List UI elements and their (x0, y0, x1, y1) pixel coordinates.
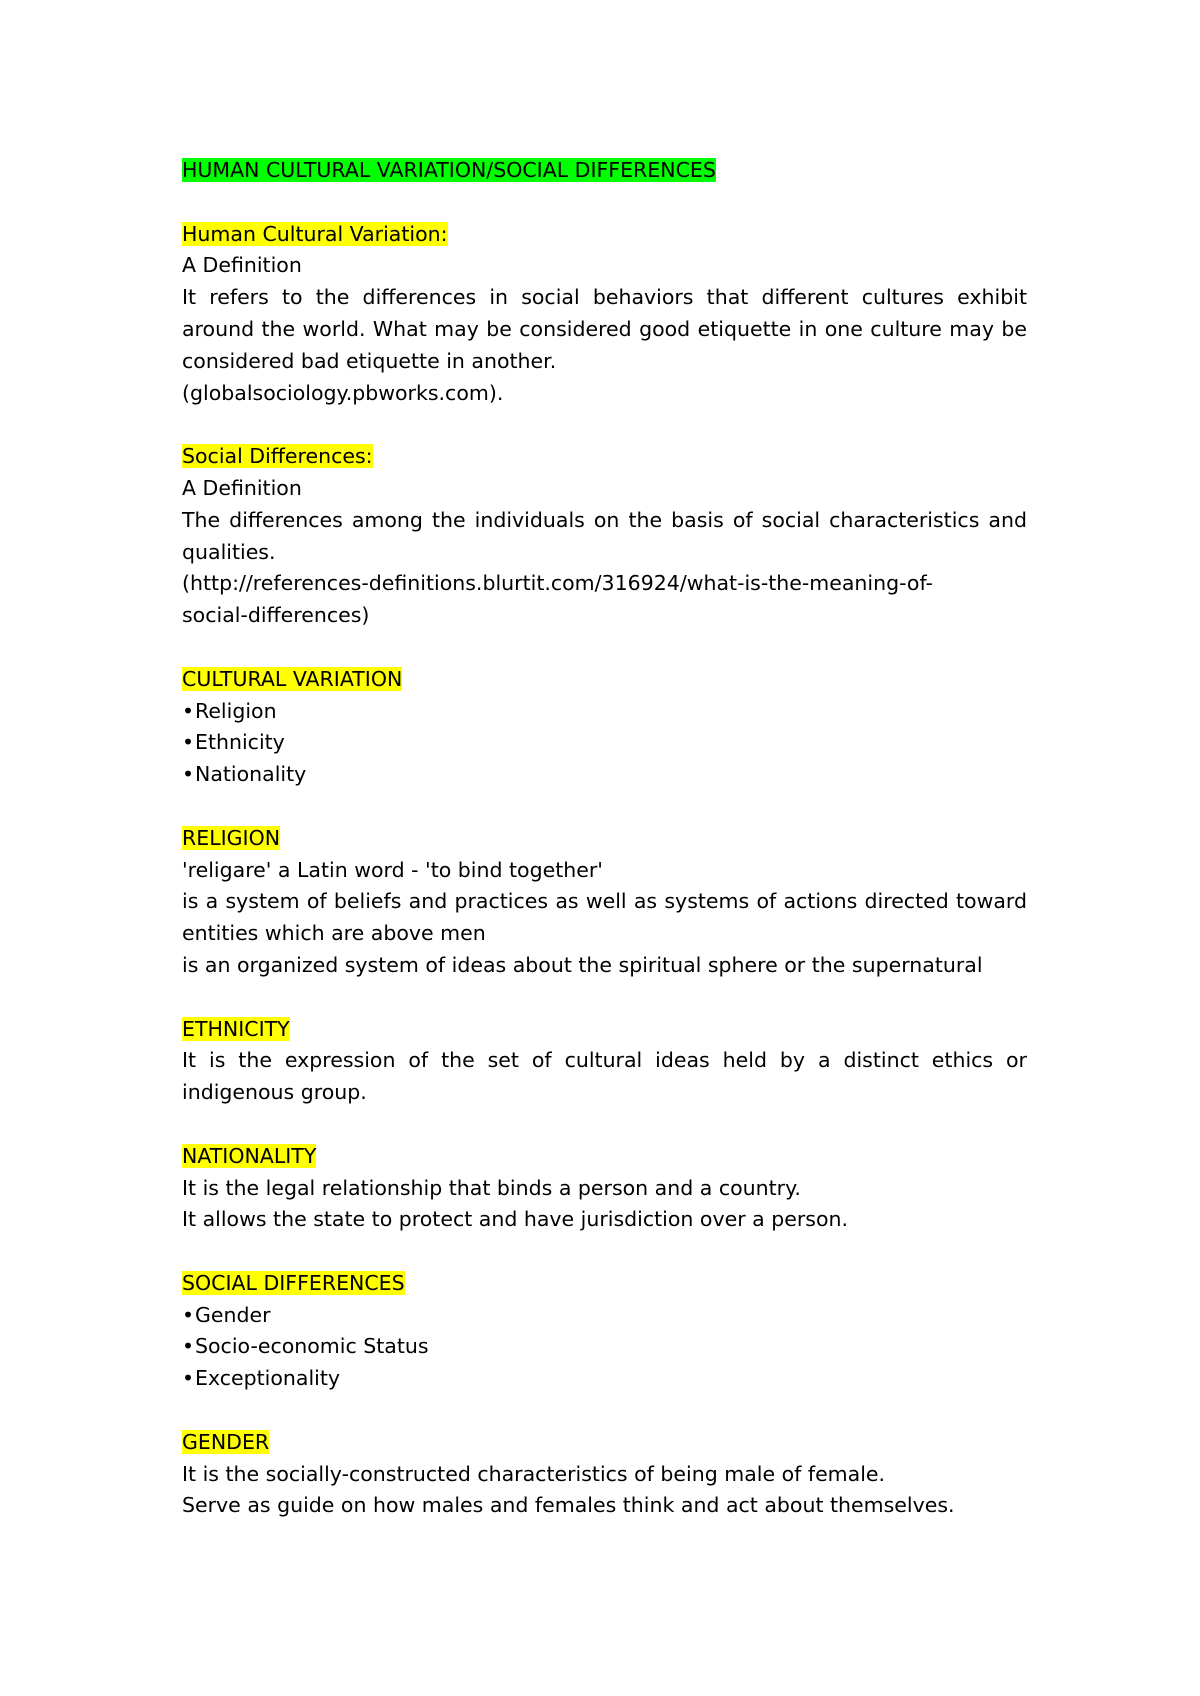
spacer (182, 632, 1027, 664)
document-title: HUMAN CULTURAL VARIATION/SOCIAL DIFFERENCES (182, 158, 716, 182)
list-item: •Socio-economic Status (182, 1331, 1027, 1363)
bullet-icon: • (182, 1334, 195, 1359)
nationality-definition: It is the legal relationship that binds a person and a country. (182, 1175, 801, 1200)
definition-source: (globalsociology.pbworks.com). (182, 380, 504, 405)
spacer (182, 187, 1027, 219)
religion-definition: is a system of beliefs and practices as well as systems of actions directed toward entities which are above men (182, 889, 1027, 946)
list-item: •Nationality (182, 759, 1027, 791)
definition-source-line: (http://references-definitions.blurtit.com/316924/what-is-the-meaning-of- (182, 571, 933, 596)
section-heading-cultural-variation: CULTURAL VARIATION (182, 666, 403, 691)
spacer (182, 1395, 1027, 1427)
spacer (182, 791, 1027, 823)
religion-etymology: 'religare' a Latin word - 'to bind together' (182, 857, 603, 882)
spacer (182, 409, 1027, 441)
nationality-definition: It allows the state to protect and have jurisdiction over a person. (182, 1207, 849, 1232)
section-heading-social-differences: SOCIAL DIFFERENCES (182, 1270, 405, 1295)
document-page (182, 155, 1027, 1522)
bullet-icon: • (182, 730, 195, 755)
religion-definition: is an organized system of ideas about the spiritual sphere or the supernatural (182, 952, 983, 977)
definition-body: It refers to the differences in social behaviors that different cultures exhibit around the world. What may be considered good etiquette in one culture may be considered bad etiquette in another. (182, 285, 1027, 373)
definition-source-line: social-differences) (182, 603, 370, 628)
bullet-icon: • (182, 1302, 195, 1327)
gender-definition: Serve as guide on how males and females think and act about themselves. (182, 1493, 955, 1518)
section-heading-human-cultural-variation: Human Cultural Variation: (182, 221, 448, 246)
list-item: •Religion (182, 696, 1027, 728)
definition-subheading: A Definition (182, 253, 302, 278)
ethnicity-definition: It is the expression of the set of cultural ideas held by a distinct ethics or indigenous group. (182, 1048, 1027, 1105)
gender-definition: It is the socially-constructed characteristics of being male of female. (182, 1461, 886, 1486)
list-item: •Gender (182, 1300, 1027, 1332)
bullet-icon: • (182, 762, 195, 787)
spacer (182, 982, 1027, 1014)
bullet-icon: • (182, 1366, 195, 1391)
section-heading-social-differences-definition: Social Differences: (182, 444, 373, 469)
bullet-icon: • (182, 698, 195, 723)
spacer (182, 1109, 1027, 1141)
definition-body: The differences among the individuals on the basis of social characteristics and qualities. (182, 507, 1027, 564)
section-heading-religion: RELIGION (182, 825, 281, 850)
list-item: •Exceptionality (182, 1363, 1027, 1395)
section-heading-gender: GENDER (182, 1429, 270, 1454)
definition-subheading: A Definition (182, 475, 302, 500)
list-item: •Ethnicity (182, 727, 1027, 759)
section-heading-nationality: NATIONALITY (182, 1143, 317, 1168)
spacer (182, 1236, 1027, 1268)
section-heading-ethnicity: ETHNICITY (182, 1016, 290, 1041)
